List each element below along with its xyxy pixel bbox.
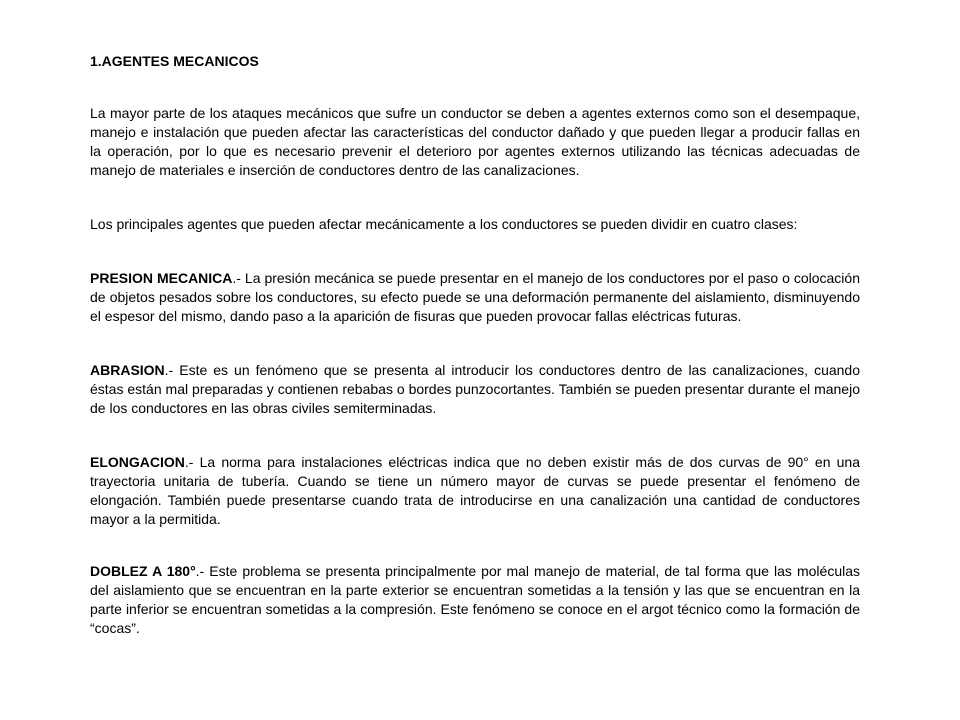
section-text: .- Este es un fenómeno que se presenta al introducir los conductores dentro de las canalizaciones, cuando éstas están mal preparadas y contienen rebabas o bordes punzocortantes. También se pueden presentar durante el manejo de los conductores en las obras civiles semiterminadas. [90,362,860,416]
section-text: .- La presión mecánica se puede presentar en el manejo de los conductores por el paso o colocación de objetos pesados sobre los conductores, su efecto puede se una deformación permanente del aislamiento, disminuyendo el espesor del mismo, dando paso a la aparición de fisuras que pueden provocar fallas eléctricas futuras. [90,270,860,324]
classes-intro-paragraph: Los principales agentes que pueden afectar mecánicamente a los conductores se pueden dividir en cuatro clases: [90,216,798,232]
section-presion-mecanica [90,269,860,326]
section-elongacion [90,453,860,529]
document-title: 1.AGENTES MECANICOS [90,53,259,69]
section-text: .- Este problema se presenta principalmente por mal manejo de material, de tal forma que las moléculas del aislamiento que se encuentran en la parte exterior se encuentran sometidas a la tensión y las que se encuentran en la parte inferior se encuentran sometidas a la compresión. Este fenómeno se conoce en el argot técnico como la formación de “cocas”. [90,563,861,636]
section-text: .- La norma para instalaciones eléctricas indica que no deben existir más de dos curvas de 90° en una trayectoria unitaria de tubería. Cuando se tiene un número mayor de curvas se puede presentar el fenómeno de elongación. También puede presentarse cuando trata de introducirse en una canalización una cantidad de conductores mayor a la permitida. [90,454,860,527]
section-term: ABRASION [90,362,165,378]
section-term: PRESION MECANICA [90,270,233,286]
intro-paragraph: La mayor parte de los ataques mecánicos que sufre un conductor se deben a agentes externos como son el desempaque, manejo e instalación que pueden afectar las características del conductor dañado y que pueden llegar a producir fallas en la operación, por lo que es necesario prevenir el deterioro por agentes externos utilizando las técnicas adecuadas de manejo de materiales e inserción de conductores dentro de las canalizaciones. [90,105,860,178]
section-abrasion [90,361,860,418]
document-page [90,52,860,638]
section-doblez [90,562,860,638]
section-term: DOBLEZ A 180° [90,563,196,579]
section-term: ELONGACION [90,454,185,470]
